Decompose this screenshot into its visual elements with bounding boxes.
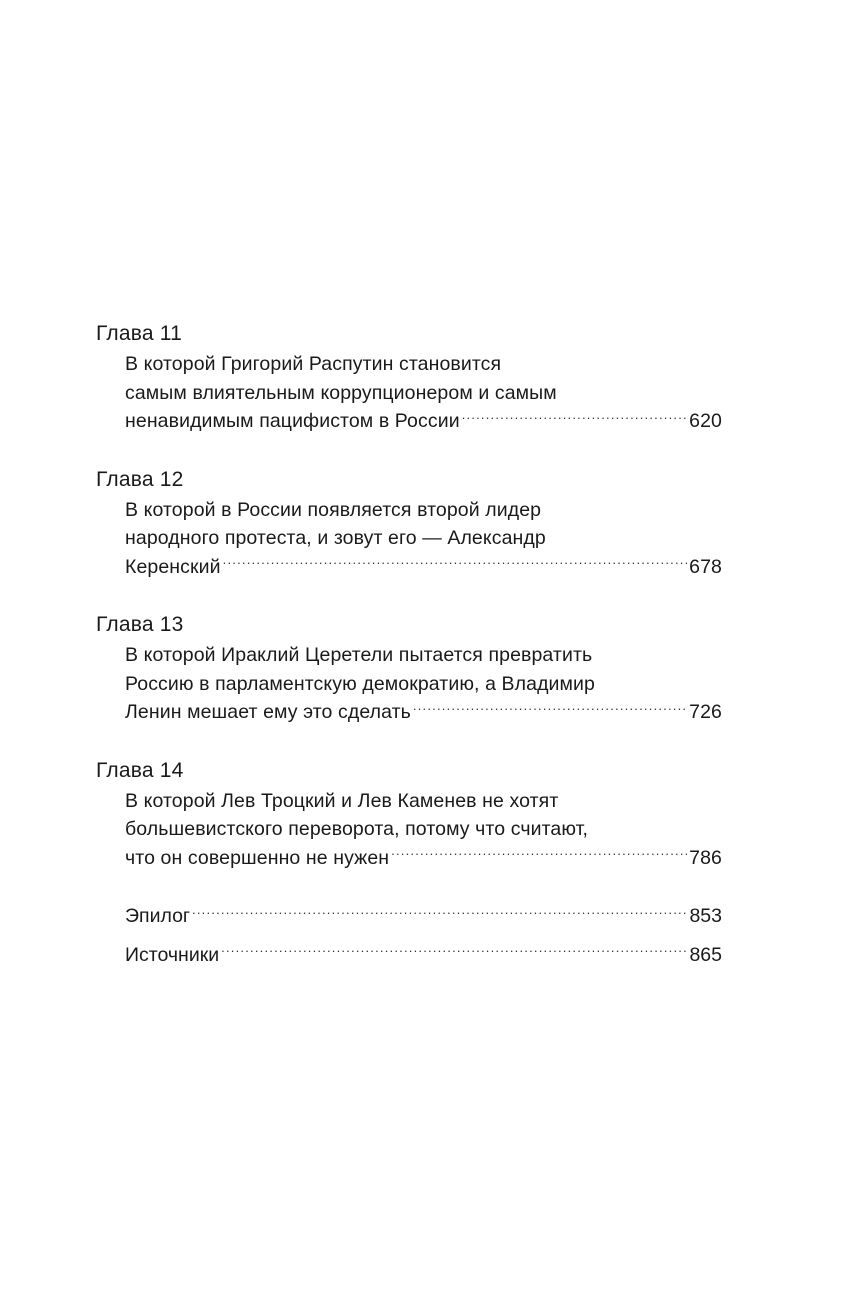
page-number: 865 — [689, 943, 722, 966]
toc-entry-epilogue[interactable] — [125, 902, 722, 931]
dot-leader — [223, 553, 688, 573]
chapter-title[interactable] — [125, 350, 722, 436]
chapter-title-line: В которой в России появляется второй лидер — [125, 498, 542, 521]
page-number: 853 — [689, 905, 722, 927]
chapter-title-line: В которой Ираклий Церетели пытается превратить — [125, 644, 593, 666]
toc-chapter — [96, 466, 722, 582]
chapter-title-line: что он совершенно не нужен — [125, 846, 390, 869]
toc-chapter — [96, 611, 722, 727]
chapter-title-line: народного протеста, и зовут его — Александр — [125, 527, 546, 549]
toc-extras — [96, 902, 722, 969]
chapter-title[interactable] — [125, 496, 722, 582]
page-number: 620 — [689, 410, 722, 432]
chapter-title-line: Ленин мешает ему это сделать — [125, 701, 411, 723]
dot-leader — [221, 941, 687, 961]
page-number: 726 — [689, 701, 722, 723]
chapter-title-line: Керенский — [125, 555, 221, 578]
chapter-label: Глава 13 — [96, 613, 184, 636]
chapter-title-line: ненавидимым пацифистом в России — [125, 410, 460, 432]
chapter-title-last-line — [125, 844, 722, 873]
chapter-title[interactable] — [125, 641, 722, 727]
toc-chapter — [96, 320, 722, 436]
toc-chapter — [96, 757, 722, 873]
chapter-title-last-line — [125, 553, 722, 582]
chapter-title[interactable] — [125, 787, 722, 873]
chapter-title-line: большевистского переворота, потому что считают, — [125, 818, 589, 840]
entry-title: Эпилог — [125, 905, 191, 927]
toc-entry-sources[interactable] — [125, 941, 722, 970]
chapter-label: Глава 12 — [96, 467, 184, 491]
chapter-label: Глава 11 — [96, 322, 182, 345]
chapter-title-last-line — [125, 698, 722, 727]
chapter-title-line: самым влиятельным коррупционером и самым — [125, 381, 557, 404]
dot-leader — [462, 408, 687, 428]
chapter-title-line: Россию в парламентскую демократию, а Владимир — [125, 672, 595, 695]
table-of-contents — [96, 320, 722, 979]
dot-leader — [391, 844, 687, 864]
chapter-title-line: В которой Григорий Распутин становится — [125, 353, 502, 375]
chapter-title-last-line — [125, 407, 722, 436]
chapter-label: Глава 14 — [96, 758, 184, 782]
dot-leader — [413, 699, 687, 719]
entry-title: Источники — [125, 943, 220, 966]
dot-leader — [192, 903, 687, 923]
page-number: 678 — [689, 555, 722, 578]
chapter-title-line: В которой Лев Троцкий и Лев Каменев не хотят — [125, 789, 559, 812]
page-number: 786 — [689, 846, 722, 869]
